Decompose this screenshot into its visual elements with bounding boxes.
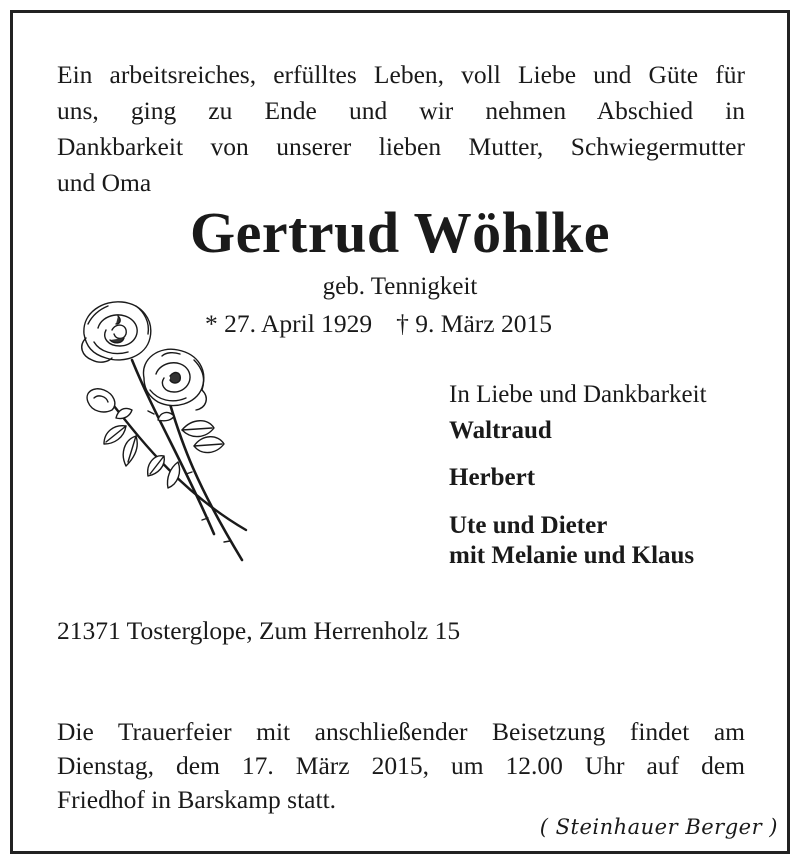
rose-leaves: [104, 408, 224, 488]
roses-illustration: [74, 294, 254, 566]
birth-date: * 27. April 1929: [205, 309, 373, 338]
service-line: Dienstag, dem 17. März 2015, um 12.00 Uhr auf dem: [57, 751, 745, 780]
funeral-service-text: [57, 715, 745, 817]
intro-line: und Oma: [57, 168, 152, 197]
mourner-name: Waltraud: [449, 417, 552, 444]
intro-line: Ein arbeitsreiches, erfülltes Leben, voll Liebe und Güte für: [57, 60, 745, 89]
mourner-name: Herbert: [449, 464, 536, 491]
service-line: Die Trauerfeier mit anschließender Beisetzung findet am: [57, 717, 745, 746]
rose-bud: [87, 389, 115, 412]
mourner-name: Ute und Dieter: [449, 512, 608, 539]
life-dates: [205, 306, 552, 342]
rose-top: [82, 302, 151, 362]
intro-line: uns, ging zu Ende und wir nehmen Abschied in: [57, 96, 745, 125]
stonemason-signature: ( Steinhauer Berger ): [539, 815, 778, 839]
deceased-name: Gertrud Wöhlke: [190, 200, 610, 265]
intro-line: Dankbarkeit von unserer lieben Mutter, Schwiegermutter: [57, 132, 745, 161]
mourners-heading: In Liebe und Dankbarkeit: [449, 381, 707, 408]
intro-text: [57, 57, 745, 201]
birth-name-text: geb. Tennigkeit: [322, 273, 478, 300]
mourner-name: mit Melanie und Klaus: [449, 542, 695, 569]
rose-middle: [143, 349, 206, 410]
address: 21371 Tosterglope, Zum Herrenholz 15: [57, 616, 461, 645]
service-line: Friedhof in Barskamp statt.: [57, 785, 337, 814]
death-date: † 9. März 2015: [396, 309, 552, 338]
